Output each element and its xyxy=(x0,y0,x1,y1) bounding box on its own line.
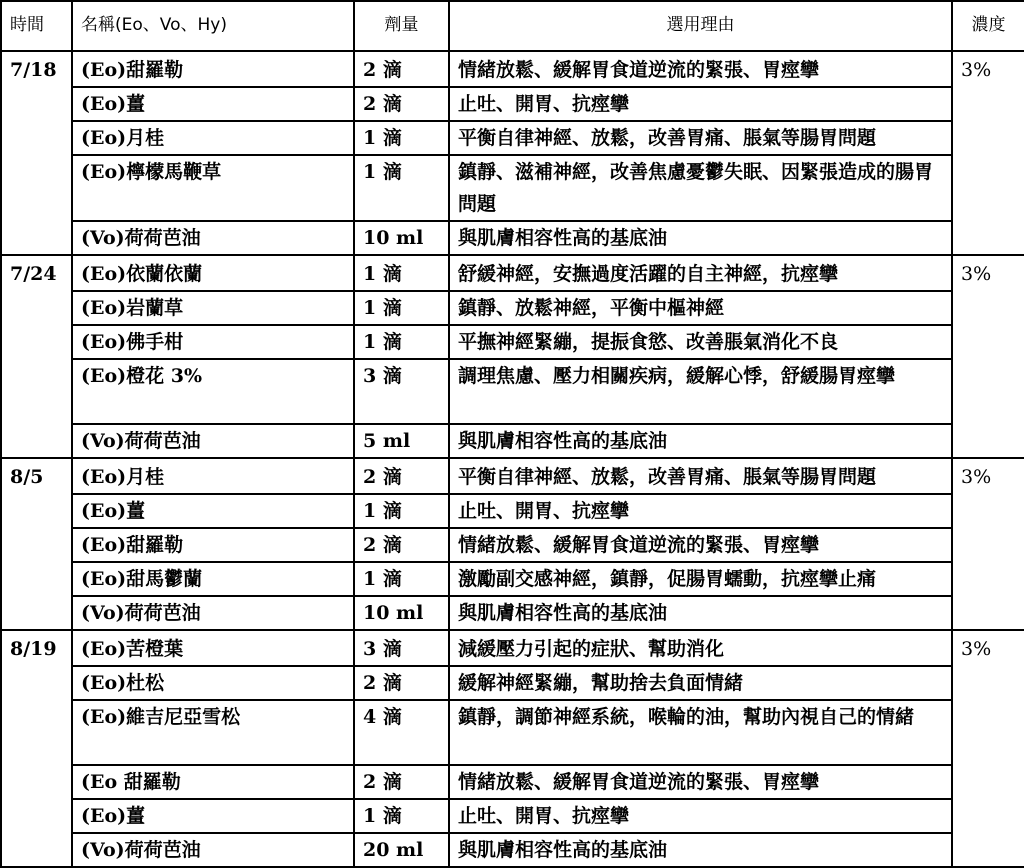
name-cell: (Vo)荷荷芭油 xyxy=(72,424,354,458)
table-row xyxy=(1,221,1024,255)
name-cell: (Vo)荷荷芭油 xyxy=(72,221,354,255)
table-row xyxy=(1,325,1024,359)
name-cell: (Eo 甜羅勒 xyxy=(72,765,354,799)
reason-cell: 止吐、開胃、抗痙攣 xyxy=(449,494,952,528)
reason-cell: 與肌膚相容性高的基底油 xyxy=(449,221,952,255)
table-row xyxy=(1,799,1024,833)
name-cell: (Eo)檸檬馬鞭草 xyxy=(72,155,354,221)
reason-cell: 激勵副交感神經，鎮靜，促腸胃蠕動，抗痙攣止痛 xyxy=(449,562,952,596)
table-row xyxy=(1,155,1024,221)
dose-cell: 2 滴 xyxy=(354,458,449,494)
time-cell: 8/19 xyxy=(1,630,72,867)
dose-cell: 1 滴 xyxy=(354,255,449,291)
name-cell: (Eo)依蘭依蘭 xyxy=(72,255,354,291)
reason-cell: 鎮靜、放鬆神經，平衡中樞神經 xyxy=(449,291,952,325)
reason-cell: 情緒放鬆、緩解胃食道逆流的緊張、胃痙攣 xyxy=(449,765,952,799)
dose-cell: 20 ml xyxy=(354,833,449,867)
dose-cell: 1 滴 xyxy=(354,155,449,221)
table-row xyxy=(1,291,1024,325)
concentration-cell: 3% xyxy=(952,51,1024,255)
table-row xyxy=(1,765,1024,799)
reason-cell: 調理焦慮、壓力相關疾病，緩解心悸，舒緩腸胃痙攣 xyxy=(449,359,952,424)
reason-cell: 緩解神經緊繃，幫助捨去負面情緒 xyxy=(449,666,952,700)
dose-cell: 10 ml xyxy=(354,596,449,630)
dose-cell: 1 滴 xyxy=(354,562,449,596)
reason-cell: 與肌膚相容性高的基底油 xyxy=(449,833,952,867)
dose-cell: 5 ml xyxy=(354,424,449,458)
table-row xyxy=(1,121,1024,155)
name-cell: (Eo)薑 xyxy=(72,494,354,528)
name-cell: (Eo)薑 xyxy=(72,87,354,121)
reason-cell: 減緩壓力引起的症狀、幫助消化 xyxy=(449,630,952,666)
dose-cell: 2 滴 xyxy=(354,528,449,562)
dose-cell: 1 滴 xyxy=(354,291,449,325)
time-cell: 7/24 xyxy=(1,255,72,458)
table-row xyxy=(1,359,1024,424)
reason-cell: 情緒放鬆、緩解胃食道逆流的緊張、胃痙攣 xyxy=(449,528,952,562)
name-cell: (Eo)杜松 xyxy=(72,666,354,700)
dose-cell: 1 滴 xyxy=(354,799,449,833)
table-row xyxy=(1,255,1024,291)
reason-cell: 舒緩神經，安撫過度活躍的自主神經，抗痙攣 xyxy=(449,255,952,291)
header-reason: 選用理由 xyxy=(449,1,952,51)
name-cell: (Eo)橙花 3% xyxy=(72,359,354,424)
reason-cell: 與肌膚相容性高的基底油 xyxy=(449,596,952,630)
name-cell: (Eo)佛手柑 xyxy=(72,325,354,359)
dose-cell: 2 滴 xyxy=(354,87,449,121)
dose-cell: 3 滴 xyxy=(354,359,449,424)
reason-cell: 與肌膚相容性高的基底油 xyxy=(449,424,952,458)
table-row xyxy=(1,424,1024,458)
table-row xyxy=(1,596,1024,630)
concentration-cell: 3% xyxy=(952,630,1024,867)
header-time: 時間 xyxy=(1,1,72,51)
name-cell: (Vo)荷荷芭油 xyxy=(72,833,354,867)
reason-cell: 止吐、開胃、抗痙攣 xyxy=(449,799,952,833)
reason-cell: 平衡自律神經、放鬆，改善胃痛、脹氣等腸胃問題 xyxy=(449,458,952,494)
name-cell: (Eo)維吉尼亞雪松 xyxy=(72,700,354,765)
name-cell: (Eo)甜羅勒 xyxy=(72,51,354,87)
reason-cell: 止吐、開胃、抗痙攣 xyxy=(449,87,952,121)
dose-cell: 3 滴 xyxy=(354,630,449,666)
reason-cell: 鎮靜、滋補神經，改善焦慮憂鬱失眠、因緊張造成的腸胃問題 xyxy=(449,155,952,221)
header-row xyxy=(1,1,1024,51)
dose-cell: 10 ml xyxy=(354,221,449,255)
dose-cell: 2 滴 xyxy=(354,666,449,700)
reason-cell: 鎮靜，調節神經系統，喉輪的油，幫助內視自己的情緒 xyxy=(449,700,952,765)
reason-cell: 平撫神經緊繃，提振食慾、改善脹氣消化不良 xyxy=(449,325,952,359)
table-row xyxy=(1,562,1024,596)
name-cell: (Eo)薑 xyxy=(72,799,354,833)
table-body xyxy=(1,51,1024,867)
header-dose: 劑量 xyxy=(354,1,449,51)
table-row xyxy=(1,700,1024,765)
table-row xyxy=(1,528,1024,562)
reason-cell: 情緒放鬆、緩解胃食道逆流的緊張、胃痙攣 xyxy=(449,51,952,87)
reason-cell: 平衡自律神經、放鬆，改善胃痛、脹氣等腸胃問題 xyxy=(449,121,952,155)
table-row xyxy=(1,458,1024,494)
table-row xyxy=(1,833,1024,867)
header-concentration: 濃度 xyxy=(952,1,1024,51)
name-cell: (Eo)月桂 xyxy=(72,121,354,155)
dose-cell: 2 滴 xyxy=(354,765,449,799)
dose-cell: 1 滴 xyxy=(354,325,449,359)
time-cell: 8/5 xyxy=(1,458,72,630)
name-cell: (Eo)甜馬鬱蘭 xyxy=(72,562,354,596)
dose-cell: 1 滴 xyxy=(354,494,449,528)
table-row xyxy=(1,87,1024,121)
time-cell: 7/18 xyxy=(1,51,72,255)
dose-cell: 4 滴 xyxy=(354,700,449,765)
table-row xyxy=(1,494,1024,528)
concentration-cell: 3% xyxy=(952,458,1024,630)
dose-cell: 1 滴 xyxy=(354,121,449,155)
name-cell: (Eo)月桂 xyxy=(72,458,354,494)
header-name: 名稱(Eo、Vo、Hy) xyxy=(72,1,354,51)
table-row xyxy=(1,666,1024,700)
concentration-cell: 3% xyxy=(952,255,1024,458)
name-cell: (Eo)苦橙葉 xyxy=(72,630,354,666)
name-cell: (Vo)荷荷芭油 xyxy=(72,596,354,630)
dose-cell: 2 滴 xyxy=(354,51,449,87)
table-row xyxy=(1,51,1024,87)
name-cell: (Eo)岩蘭草 xyxy=(72,291,354,325)
table-row xyxy=(1,630,1024,666)
name-cell: (Eo)甜羅勒 xyxy=(72,528,354,562)
